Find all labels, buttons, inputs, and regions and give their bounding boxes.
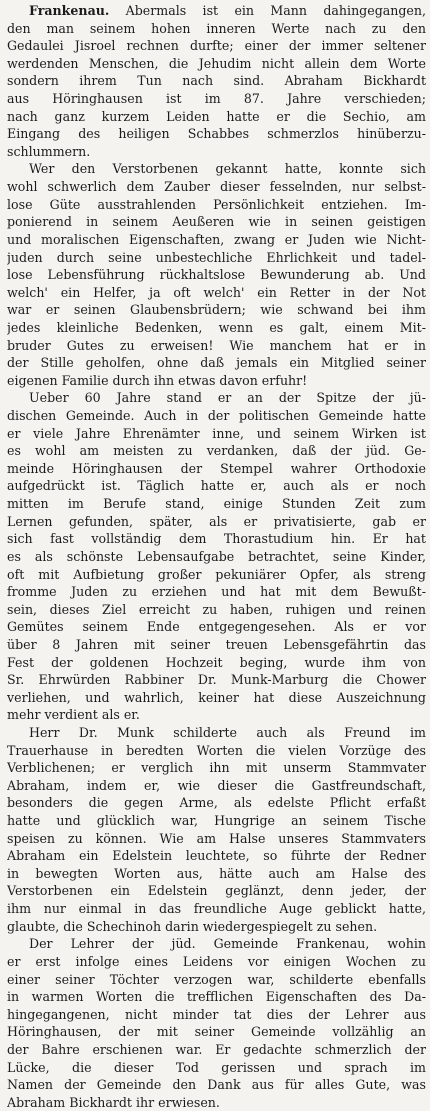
article-line: juden durch seine unbestechliche Ehrlichkeit und tadel-	[7, 249, 426, 265]
article-line: es wohl am meisten zu verdanken, daß der jüd. Ge-	[7, 443, 426, 459]
article-line: Wer den Verstorbenen gekannt hatte, konnte sich	[29, 161, 426, 177]
article-line: Herr Dr. Munk schilderte auch als Freund im	[29, 724, 426, 740]
article-line: lose Güte ausstrahlenden Persönlichkeit entziehen. Im-	[7, 196, 426, 212]
article-line: einer seiner Töchter verzogen war, schilderte ebenfalls	[7, 971, 426, 987]
article-line: sondern ihrem Tun nach sind. Abraham Bickhardt	[7, 73, 426, 89]
article-line: Lücke, die dieser Tod gerissen und sprach im	[7, 1059, 426, 1075]
article-line: welch' ein Helfer, ja oft welch' ein Retter in der Not	[7, 284, 426, 300]
article-line: Ueber 60 Jahre stand er an der Spitze der jü-	[29, 390, 426, 406]
article-line: werdenden Menschen, die Jehudim nicht allein dem Worte	[7, 55, 426, 71]
article-line: hatte und glücklich war, Hungrige an seinem Tische	[7, 813, 426, 829]
article-line: mehr verdient als er.	[7, 707, 140, 723]
article-line: über 8 Jahren mit seiner treuen Lebensgefährtin das	[7, 636, 426, 652]
article-line: Verstorbenen ein Edelstein geglänzt, denn jeder, der	[7, 883, 426, 899]
article-line: Gemütes seinem Ende entgegengesehen. Als er vor	[7, 619, 426, 635]
article-line: oft mit Aufbietung großer pekuniärer Opfer, als streng	[7, 566, 426, 582]
article-line: Gedaulei Jisroel rechnen durfte; einer der immer seltener	[7, 38, 426, 54]
article-line: in warmen Worten die trefflichen Eigenschaften des Da-	[7, 989, 426, 1005]
article-line: aus Höringhausen ist im 87. Jahre verschieden;	[7, 91, 426, 107]
article-line: wohl schwerlich dem Zauber dieser fesselnden, nur selbst-	[7, 179, 426, 195]
article-line: ihm nur einmal in das freundliche Auge geblickt hatte,	[7, 901, 426, 917]
article-line: Abraham ein Edelstein leuchtete, so führte der Redner	[7, 848, 426, 864]
article-line: jedes kleinliche Bedenken, wenn es galt, einem Mit-	[7, 319, 426, 335]
article-line: dischen Gemeinde. Auch in der politischen Gemeinde hatte	[7, 408, 426, 424]
article-line: Der Lehrer der jüd. Gemeinde Frankenau, wohin	[29, 936, 426, 952]
article-line: verliehen, und wahrlich, keiner hat diese Auszeichnung	[7, 689, 426, 705]
article-line: ponierend in seinem Aeußeren wie in seinen geistigen	[7, 214, 426, 230]
article-line-1-text: Abermals ist ein Mann dahingegangen,	[125, 3, 426, 18]
article-line: sich fast vollständig dem Thorastudium hin. Er hat	[7, 531, 426, 547]
article-line: es als schönste Lebensaufgabe betrachtet, seine Kinder,	[7, 548, 426, 564]
article-line: nach ganz kurzem Leiden hatte er die Sechio, am	[7, 108, 426, 124]
article-line: lose Lebensführung rückhaltslose Bewunderung ab. Und	[7, 267, 426, 283]
article-line: der Stille geholfen, ohne daß jemals ein Mitglied seiner	[7, 355, 426, 371]
article-line: und moralischen Eigenschaften, zwang er Juden wie Nicht-	[7, 231, 426, 247]
article-line: der Bahre erschienen war. Er gedachte schmerzlich der	[7, 1041, 426, 1057]
article-line: glaubte, die Schechinoh darin wiedergespiegelt zu sehen.	[7, 918, 378, 934]
article-line: war er seinen Glaubensbrüdern; wie schwand bei ihm	[7, 302, 426, 318]
article-place: Frankenau.	[29, 3, 110, 18]
article-line: meinde Höringhausen der Stempel wahrer Orthodoxie	[7, 460, 426, 476]
article-line: Sr. Ehrwürden Rabbiner Dr. Munk-Marburg die Chower	[7, 672, 426, 688]
article-line: bruder Gutes zu erweisen! Wie manchem hat er in	[7, 337, 426, 353]
article-line: speisen zu können. Wie am Halse unseres Stammvaters	[7, 830, 426, 846]
article-line: Abraham, indem er, wie dieser die Gastfreundschaft,	[7, 777, 426, 793]
article-line-1	[7, 2, 426, 20]
article-line: Fest der goldenen Hochzeit beging, wurde ihm von	[7, 654, 426, 670]
article-line: Eingang des heiligen Schabbes schmerzlos hinüberzu-	[7, 126, 426, 142]
article-line: hingegangenen, nicht minder tat dies der Lehrer aus	[7, 1006, 426, 1022]
article-line: Namen der Gemeinde den Dank aus für alles Gute, was	[7, 1077, 426, 1093]
article-line: den man seinem hohen inneren Werte nach zu den	[7, 20, 426, 36]
article-line: in bewegten Worten aus, hätte auch am Halse des	[7, 865, 426, 881]
article-line: Höringhausen, der mit seiner Gemeinde vollzählig an	[7, 1024, 426, 1040]
article-line: Verblichenen; er verglich ihn mit unserm Stammvater	[7, 760, 426, 776]
article-line: sein, dieses Ziel erreicht zu haben, ruhigen und reinen	[7, 601, 426, 617]
article-line: fromme Juden zu erziehen und hat mit dem Bewußt-	[7, 584, 426, 600]
article-line: er viele Jahre Ehrenämter inne, und seinem Wirken ist	[7, 425, 426, 441]
article-line: er erst infolge eines Leidens vor einigen Wochen zu	[7, 953, 426, 969]
article-line: aufgedrückt ist. Täglich hatte er, auch als er noch	[7, 478, 426, 494]
article-line: Trauerhause in beredten Worten die vielen Vorzüge des	[7, 742, 426, 758]
article-line: Abraham Bickhardt ihr erwiesen.	[7, 1094, 220, 1110]
article-line: besonders die gegen Arme, als edelste Pflicht erfaßt	[7, 795, 426, 811]
article-line: eigenen Familie durch ihn etwas davon erfuhr!	[7, 372, 308, 388]
article-line: Lernen gefunden, später, als er privatisierte, gab er	[7, 513, 426, 529]
article-line: schlummern.	[7, 143, 91, 159]
article-line: mitten im Berufe stand, einige Stunden Zeit zum	[7, 496, 426, 512]
